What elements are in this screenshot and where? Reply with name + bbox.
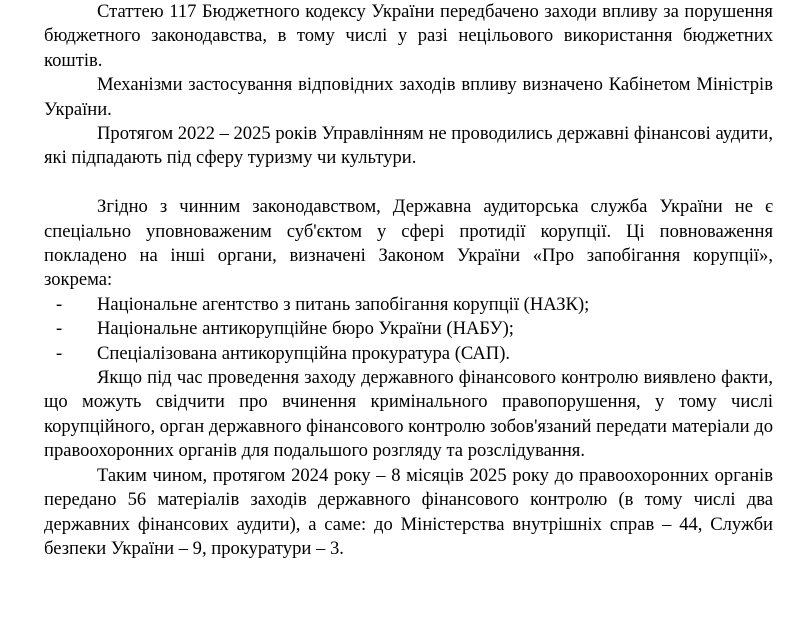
paragraph-mechanisms: Механізми застосування відповідних заходів впливу визначено Кабінетом Міністрів України. bbox=[44, 74, 773, 120]
paragraph-materials-transferred: Таким чином, протягом 2024 року – 8 місяців 2025 року до правоохоронних органів передано 56 матеріалів заходів державного фінансового контролю (в тому числі два державних фінансових аудити), а саме: до Міністерства внутрішніх справ – 44, Служби безпеки України – 9, прокуратури – 3. bbox=[44, 464, 773, 559]
paragraph-audits: Протягом 2022 – 2025 років Управлінням не проводились державні фінансові аудити, які підпадають під сферу туризму чи культури. bbox=[44, 123, 774, 169]
list-marker: - bbox=[56, 293, 63, 315]
list-item bbox=[44, 317, 773, 341]
list-item-text: Спеціалізована антикорупційна прокуратура (САП). bbox=[97, 342, 511, 364]
list-marker: - bbox=[56, 318, 63, 340]
paragraph-budget-code: Статтею 117 Бюджетного кодексу України передбачено заходи впливу за порушення бюджетного законодавства, в тому числі у разі нецільового використання бюджетних коштів. bbox=[44, 1, 773, 71]
list-item-text: Національне антикорупційне бюро України (НАБУ); bbox=[97, 318, 514, 340]
list-item-text: Національне агентство з питань запобігання корупції (НАЗК); bbox=[97, 293, 590, 315]
paragraph-criminal-facts: Якщо під час проведення заходу державного фінансового контролю виявлено факти, що можуть свідчити про вчинення кримінального правопорушення, у тому числі корупційного, орган державного фінансового контролю зобов'язаний передати матеріали до правоохоронних органів для подальшого розгляду та розслідування. bbox=[44, 367, 773, 462]
paragraph-spacer bbox=[44, 171, 773, 195]
list-item bbox=[44, 293, 773, 317]
list-marker: - bbox=[56, 342, 63, 364]
paragraph-legislation: Згідно з чинним законодавством, Державна аудиторська служба України не є спеціально уповноваженим суб'єктом у сфері протидії корупції. Ці повноваження покладено на інші органи, визначені Законом України «Про запобігання корупції», зокрема: bbox=[44, 196, 773, 291]
anticorruption-bodies-list bbox=[44, 293, 773, 366]
list-item bbox=[44, 342, 773, 366]
document-body bbox=[44, 0, 773, 561]
